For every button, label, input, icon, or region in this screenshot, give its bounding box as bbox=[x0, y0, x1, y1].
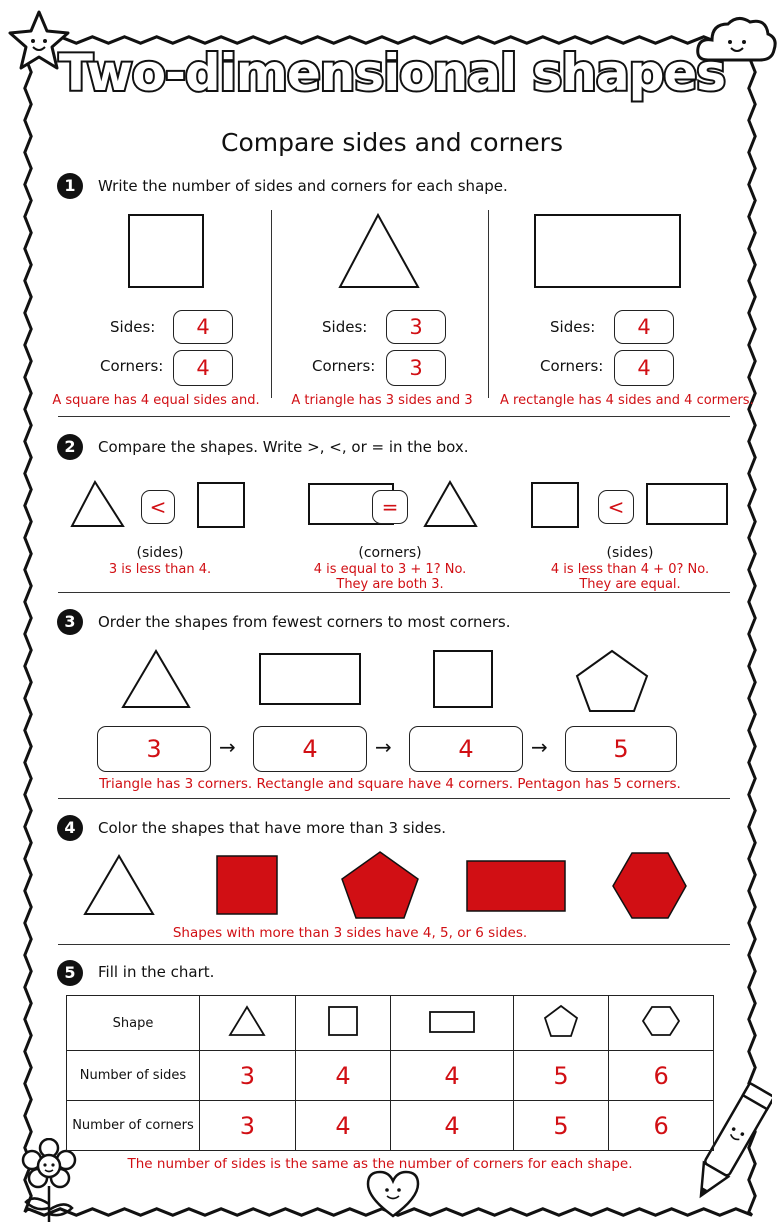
q3-note: Triangle has 3 corners. Rectangle and square have 4 corners. Pentagon has 5 corners. bbox=[99, 776, 681, 792]
triangle-icon bbox=[227, 1004, 267, 1038]
chart-row-sides bbox=[67, 1051, 714, 1101]
corners-label: Corners: bbox=[312, 357, 376, 375]
chart-row-label: Number of sides bbox=[67, 1051, 200, 1101]
arrow-right-icon: → bbox=[219, 735, 236, 759]
question-4-instruction: Color the shapes that have more than 3 sides. bbox=[98, 819, 447, 837]
q2-note-3: 4 is less than 4 + 0? No. bbox=[550, 562, 710, 577]
q4-shapes bbox=[60, 850, 740, 922]
chart-row-label: Shape bbox=[67, 996, 200, 1051]
q2-caption-1: (sides) bbox=[136, 545, 184, 561]
q2-note-2b: They are both 3. bbox=[336, 577, 444, 592]
question-5-number: 5 bbox=[57, 960, 83, 986]
chart-cell-hexagon bbox=[609, 996, 714, 1051]
chart-cell-pentagon bbox=[513, 996, 609, 1051]
section-divider bbox=[58, 416, 730, 417]
q2-compare-box-3[interactable]: < bbox=[598, 490, 634, 524]
page-title: Two-dimensional shapes bbox=[58, 44, 726, 102]
q3-order-box-3[interactable]: 4 bbox=[409, 726, 523, 772]
question-3-instruction: Order the shapes from fewest corners to most corners. bbox=[98, 613, 511, 631]
q2-caption-3: (sides) bbox=[606, 545, 654, 561]
q3-order-box-1[interactable]: 3 bbox=[97, 726, 211, 772]
q1-divider bbox=[488, 210, 489, 398]
question-5-instruction: Fill in the chart. bbox=[98, 963, 215, 981]
q2-caption-2: (corners) bbox=[358, 545, 422, 561]
hexagon-icon bbox=[639, 1003, 683, 1039]
q3-order-box-4[interactable]: 5 bbox=[565, 726, 677, 772]
arrow-right-icon: → bbox=[375, 735, 392, 759]
pentagon-icon bbox=[541, 1003, 581, 1039]
chart-sides-cell[interactable]: 6 bbox=[609, 1051, 714, 1101]
q3-rectangle-shape bbox=[260, 654, 360, 704]
q3-shapes bbox=[100, 645, 680, 715]
chart-sides-cell[interactable]: 5 bbox=[513, 1051, 609, 1101]
chart-row-shape bbox=[67, 996, 714, 1051]
q2-square-shape bbox=[532, 483, 578, 527]
sides-label: Sides: bbox=[322, 318, 368, 336]
q4-rectangle-shape bbox=[467, 861, 565, 911]
section-divider bbox=[58, 798, 730, 799]
q1-square-shape bbox=[129, 215, 203, 287]
question-2-instruction: Compare the shapes. Write >, <, or = in the box. bbox=[98, 438, 469, 456]
q2-note-1: 3 is less than 4. bbox=[108, 562, 212, 577]
q1-rectangle-corners-box[interactable]: 4 bbox=[614, 350, 674, 386]
q1-triangle-note: A triangle has 3 sides and 3 bbox=[291, 393, 473, 408]
sides-label: Sides: bbox=[550, 318, 596, 336]
shape-chart-table bbox=[66, 995, 714, 1151]
section-divider bbox=[58, 592, 730, 593]
q2-rectangle-shape bbox=[647, 484, 727, 524]
q1-rectangle-shape bbox=[535, 215, 680, 287]
q2-square-shape bbox=[198, 483, 244, 527]
question-1-instruction: Write the number of sides and corners for each shape. bbox=[98, 177, 508, 195]
q3-triangle-shape bbox=[123, 651, 189, 707]
square-icon bbox=[323, 1004, 363, 1038]
chart-corners-cell[interactable]: 4 bbox=[295, 1101, 391, 1151]
q2-compare-box-1[interactable]: < bbox=[141, 490, 175, 524]
question-3-number: 3 bbox=[57, 609, 83, 635]
chart-sides-cell[interactable]: 3 bbox=[200, 1051, 296, 1101]
q2-note-2: 4 is equal to 3 + 1? No. bbox=[313, 562, 467, 577]
chart-corners-cell[interactable]: 6 bbox=[609, 1101, 714, 1151]
chart-row-label: Number of corners bbox=[67, 1101, 200, 1151]
q1-square-corners-box[interactable]: 4 bbox=[173, 350, 233, 386]
q1-square-sides-box[interactable]: 4 bbox=[173, 310, 233, 344]
q2-note-3b: They are equal. bbox=[579, 577, 681, 592]
q1-triangle-corners-box[interactable]: 3 bbox=[386, 350, 446, 386]
q3-order-box-2[interactable]: 4 bbox=[253, 726, 367, 772]
corners-label: Corners: bbox=[540, 357, 604, 375]
chart-cell-triangle bbox=[200, 996, 296, 1051]
q1-triangle-sides-box[interactable]: 3 bbox=[386, 310, 446, 344]
q2-compare-box-2[interactable]: = bbox=[372, 490, 408, 524]
heart-icon bbox=[362, 1168, 424, 1220]
q2-triangle-shape bbox=[72, 482, 123, 526]
chart-sides-cell[interactable]: 4 bbox=[391, 1051, 513, 1101]
q1-shapes bbox=[60, 205, 740, 295]
corners-label: Corners: bbox=[100, 357, 164, 375]
q4-note: Shapes with more than 3 sides have 4, 5, or 6 sides. bbox=[172, 925, 528, 941]
q4-square-shape bbox=[217, 856, 277, 914]
q4-pentagon-shape bbox=[342, 852, 418, 918]
chart-corners-cell[interactable]: 5 bbox=[513, 1101, 609, 1151]
rectangle-icon bbox=[426, 1004, 478, 1038]
chart-corners-cell[interactable]: 4 bbox=[391, 1101, 513, 1151]
chart-row-corners bbox=[67, 1101, 714, 1151]
q4-hexagon-shape bbox=[613, 853, 686, 918]
question-1-number: 1 bbox=[57, 173, 83, 199]
chart-cell-square bbox=[295, 996, 391, 1051]
sides-label: Sides: bbox=[110, 318, 156, 336]
chart-corners-cell[interactable]: 3 bbox=[200, 1101, 296, 1151]
q3-square-shape bbox=[434, 651, 492, 707]
q4-triangle-shape bbox=[85, 856, 153, 914]
arrow-right-icon: → bbox=[531, 735, 548, 759]
q2-triangle-shape bbox=[425, 482, 476, 526]
question-2-number: 2 bbox=[57, 434, 83, 460]
chart-sides-cell[interactable]: 4 bbox=[295, 1051, 391, 1101]
q1-rectangle-sides-box[interactable]: 4 bbox=[614, 310, 674, 344]
chart-cell-rectangle bbox=[391, 996, 513, 1051]
page-subtitle: Compare sides and corners bbox=[221, 128, 563, 157]
q5-note: The number of sides is the same as the number of corners for each shape. bbox=[127, 1156, 633, 1172]
q1-divider bbox=[271, 210, 272, 398]
q1-square-note: A square has 4 equal sides and. bbox=[52, 393, 260, 408]
question-4-number: 4 bbox=[57, 815, 83, 841]
q1-triangle-shape bbox=[340, 215, 418, 287]
q1-rectangle-note: A rectangle has 4 sides and 4 cormers. bbox=[500, 393, 754, 408]
section-divider bbox=[58, 944, 730, 945]
q3-pentagon-shape bbox=[577, 651, 647, 711]
